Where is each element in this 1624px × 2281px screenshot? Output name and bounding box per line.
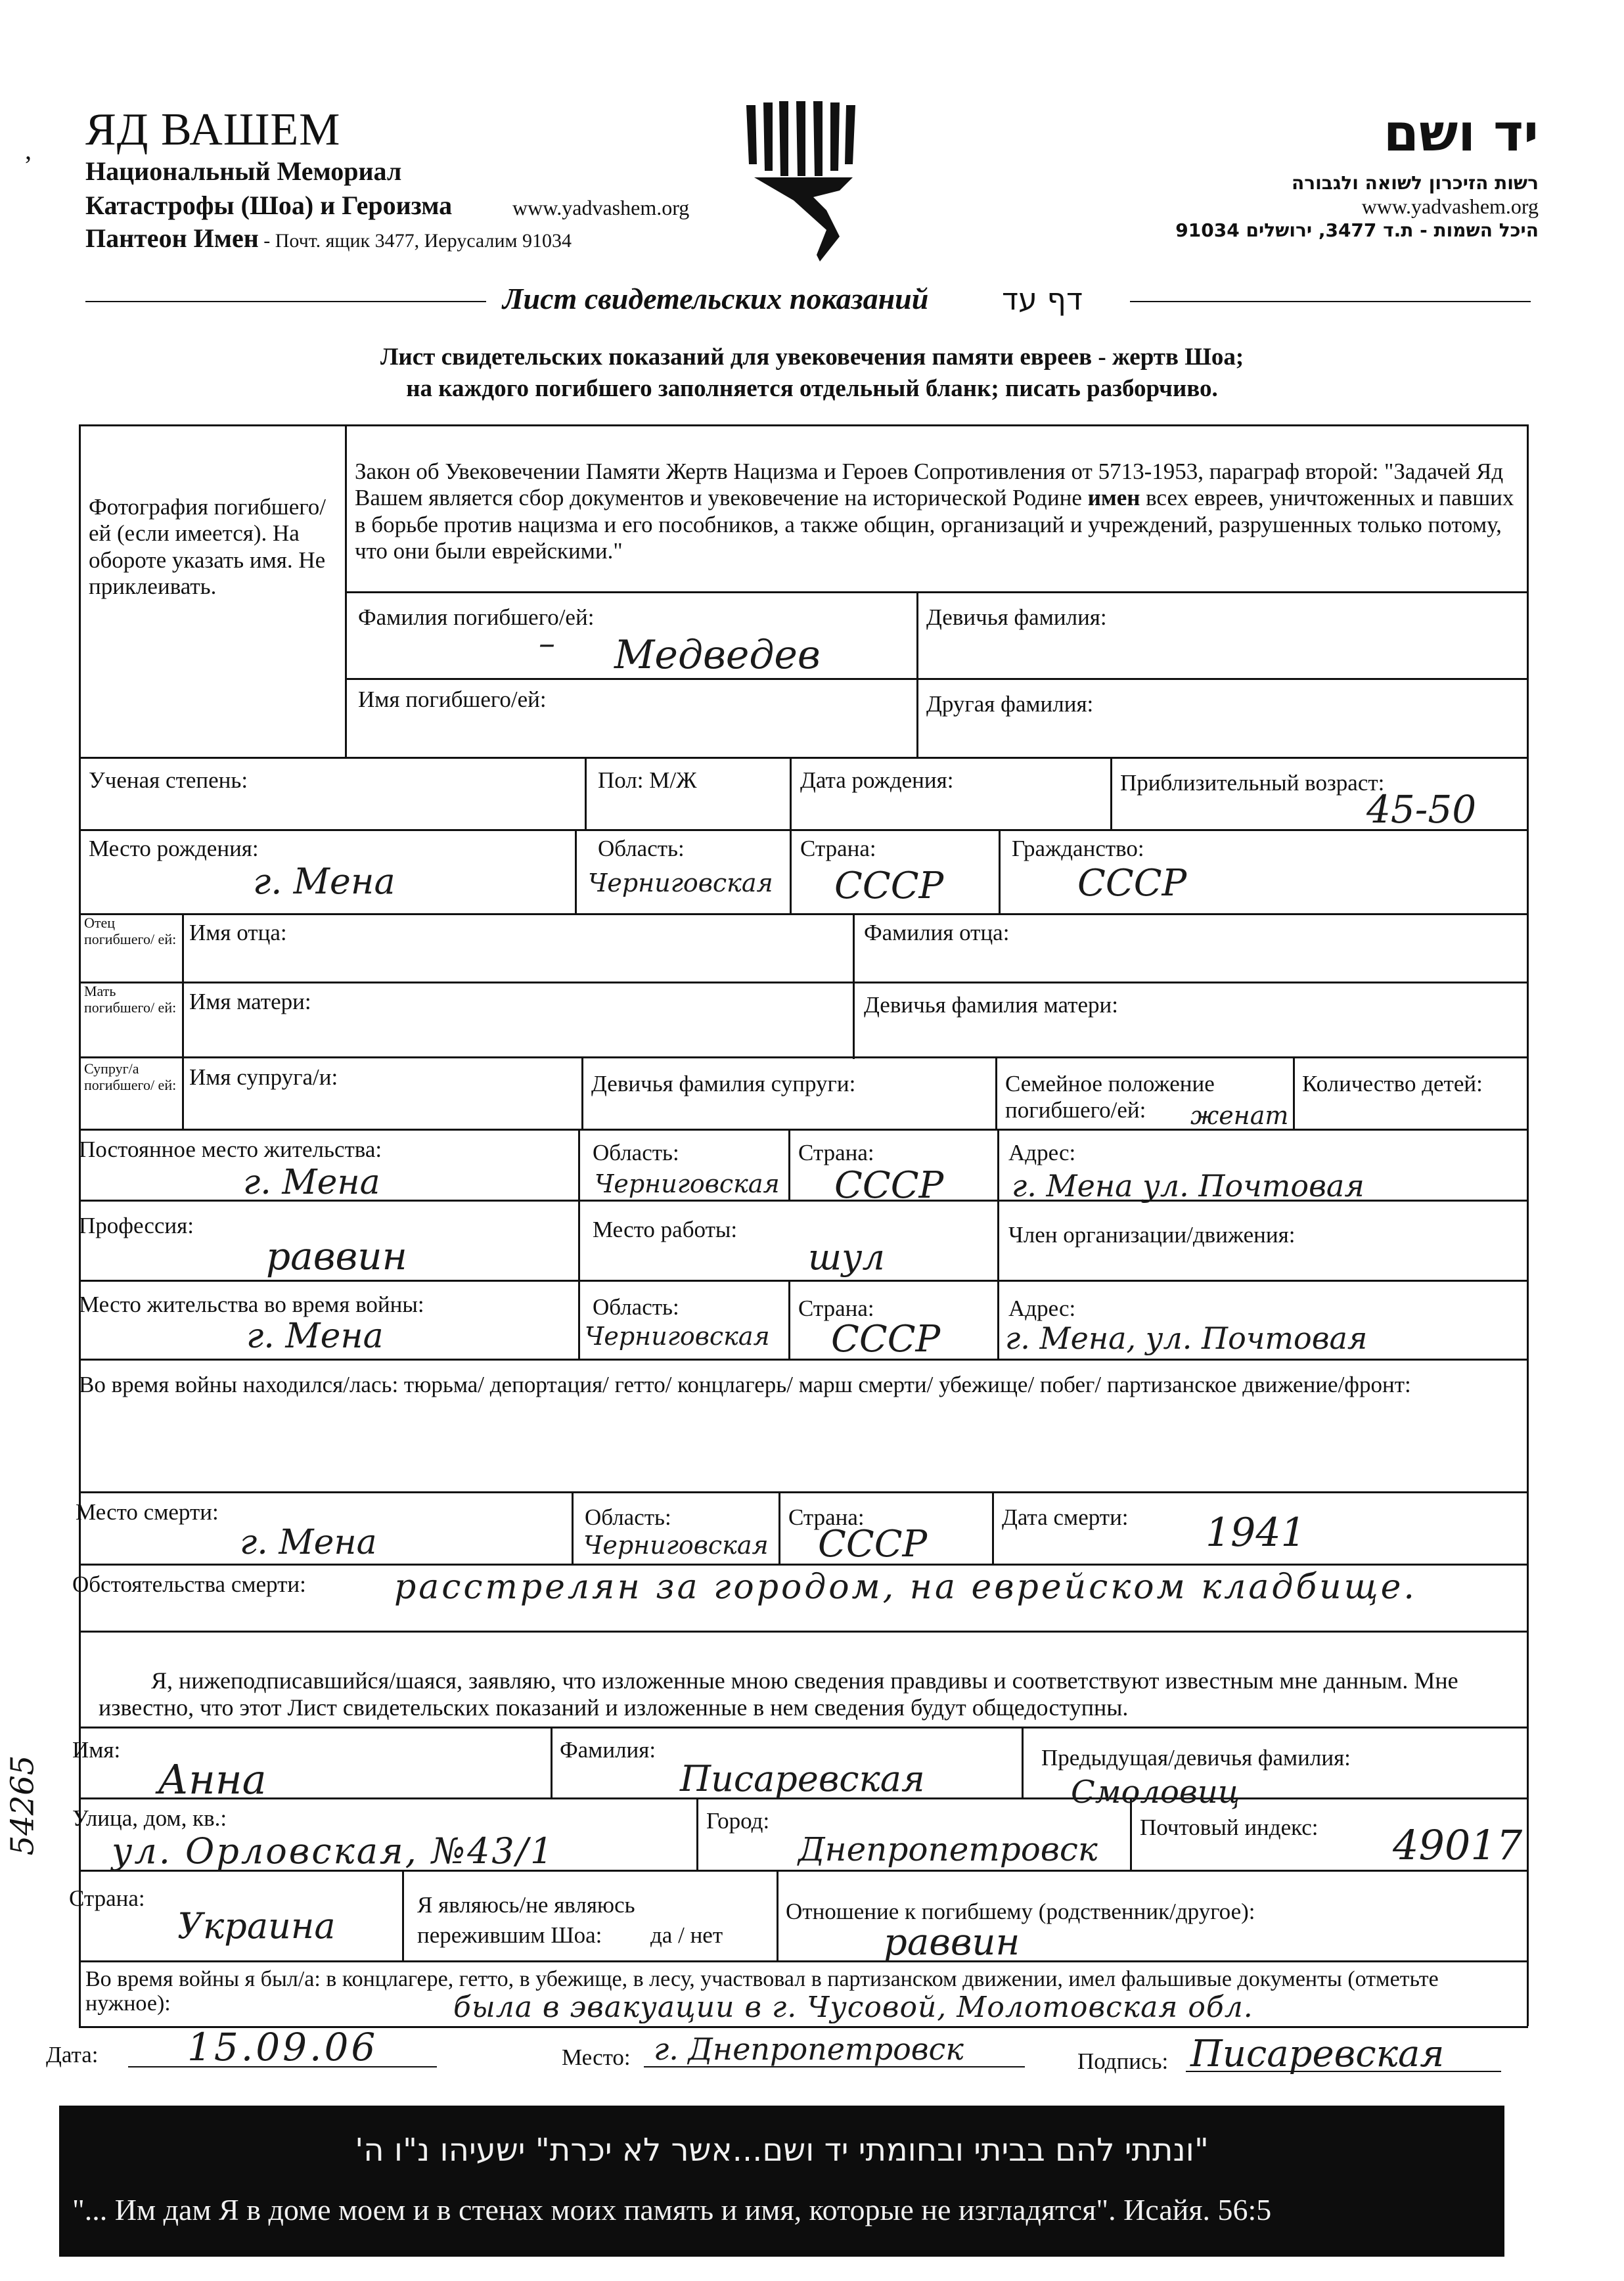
relation-label: Отношение к погибшему (родственник/другое): <box>786 1899 1255 1924</box>
war-res-value[interactable]: г. Мена <box>246 1317 384 1356</box>
intro-line2: на каждого погибшего заполняется отдельный бланк; писать разборчиво. <box>406 375 1218 402</box>
war-region-label: Область: <box>593 1294 679 1320</box>
photo-instructions: Фотография погибшего/ей (если имеется). На обороте указать имя. Не приклеивать. <box>89 494 326 599</box>
website-left[interactable]: www.yadvashem.org <box>512 196 690 219</box>
member-label: Член организации/движения: <box>1008 1222 1296 1248</box>
war-address-value[interactable]: г. Мена, ул. Почтовая <box>1005 1321 1368 1356</box>
page-mark: , <box>25 135 32 165</box>
date-label: Дата: <box>46 2042 99 2067</box>
victim-other-surname-label: Другая фамилия: <box>926 691 1094 717</box>
witness-surname-label: Фамилия: <box>560 1737 656 1763</box>
title-rule-left <box>85 301 486 302</box>
death-place-value[interactable]: г. Мена <box>240 1523 377 1562</box>
victim-name-label: Имя погибшего/ей: <box>358 687 547 712</box>
death-region-value[interactable]: Черниговская <box>583 1531 769 1560</box>
witness-city-value[interactable]: Днепропетровск <box>798 1830 1098 1868</box>
declaration-text: Я, нижеподписавшийся/шаяся, заявляю, что изложенные мною сведения правдивы и соответствуют известным мне данным. Мне известно, что этот Лист свидетельских показаний и изложенные в нем сведения будут общедоступны. <box>99 1667 1458 1721</box>
approx-age-label: Приблизительный возраст: <box>1120 770 1385 796</box>
death-region-label: Область: <box>585 1504 671 1530</box>
mother-maiden-label: Девичья фамилия матери: <box>864 992 1118 1018</box>
website-right[interactable]: www.yadvashem.org <box>1361 194 1539 218</box>
witness-street-value[interactable]: ул. Орловская, №43/1 <box>112 1830 555 1872</box>
quote-banner <box>59 2106 1504 2257</box>
org-line1: Национальный Мемориал <box>85 156 402 186</box>
birth-region-value[interactable]: Черниговская <box>588 869 773 897</box>
citizenship-value[interactable]: СССР <box>1077 862 1187 905</box>
he-line3: היכל השמות - ת.ד 3477, ירושלים 91034 <box>1175 219 1539 241</box>
birth-country-value[interactable]: СССР <box>834 865 944 907</box>
survivor-options[interactable]: да / нет <box>650 1922 723 1948</box>
marital-label: Семейное положение погибшего/ей: <box>1005 1071 1215 1123</box>
banner-russian: "... Им дам Я в доме моем и в стенах моих память и имя, которые не изгладятся". Исайя. 56:5 <box>72 2193 1272 2226</box>
intro-line1: Лист свидетельских показаний для увековечения памяти евреев - жертв Шоа; <box>380 344 1244 371</box>
org-line3: Пантеон Имен - Почт. ящик 3477, Иерусалим 91034 <box>85 223 572 253</box>
birthplace-value[interactable]: г. Мена <box>253 861 395 902</box>
victim-surname-label: Фамилия погибшего/ей: <box>358 604 595 630</box>
spouse-side-label: Супруг/а погибшего/ ей: <box>84 1060 177 1094</box>
he-line1: רשות הזיכרון לשואה ולגבורה <box>1292 172 1539 194</box>
perm-region-label: Область: <box>593 1140 679 1165</box>
perm-address-value[interactable]: г. Мена ул. Почтовая <box>1012 1168 1365 1204</box>
war-region-value[interactable]: Черниговская <box>585 1322 770 1351</box>
perm-res-label: Постоянное место жительства: <box>79 1137 382 1162</box>
banner-hebrew: "ונתתי להם בביתי ובחומתי יד ושם...אשר לא יכרת" ישעיהו נ"ו ה' <box>355 2132 1209 2169</box>
victim-surname-value[interactable]: Медведев <box>614 632 821 678</box>
mother-name-label: Имя матери: <box>189 989 311 1014</box>
workplace-value[interactable]: шул <box>808 1236 885 1278</box>
sheet-title: Лист свидетельских показаний <box>503 282 929 315</box>
death-country-label: Страна: <box>788 1504 865 1530</box>
profession-value[interactable]: раввин <box>266 1234 407 1278</box>
war-country-label: Страна: <box>798 1296 874 1321</box>
witness-prev-value[interactable]: Смоловиц <box>1071 1774 1240 1811</box>
children-label: Количество детей: <box>1302 1071 1483 1096</box>
witness-country-label: Страна: <box>69 1886 145 1911</box>
witness-street-label: Улица, дом, кв.: <box>72 1805 227 1831</box>
war-res-label: Место жительства во время войны: <box>79 1292 424 1317</box>
approx-age-value[interactable]: 45-50 <box>1366 787 1477 832</box>
org-line2: Катастрофы (Шоа) и Героизма <box>85 191 453 220</box>
spouse-name-label: Имя супруга/и: <box>189 1064 338 1090</box>
spouse-maiden-label: Девичья фамилия супруги: <box>591 1071 856 1096</box>
signature-value[interactable]: Писаревская <box>1190 2033 1445 2075</box>
survivor-label-line2: пережившим Шоа: <box>417 1922 602 1948</box>
witness-city-label: Город: <box>706 1808 770 1834</box>
law-text: Закон об Увековечении Памяти Жертв Нацизма и Героев Сопротивления от 5713-1953, параграф второй: "Задачей Яд Вашем является сбор документов и увековечение на исторической Родине имен всех евреев, уничтоженных и павших в борьбе против нацизма и его пособников, а также общин, организаций и учреждений, разрушенных только потому, что они были еврейскими." <box>355 459 1514 564</box>
workplace-label: Место работы: <box>593 1217 738 1242</box>
witness-surname-value[interactable]: Писаревская <box>680 1758 925 1799</box>
witness-zip-label: Почтовый индекс: <box>1140 1815 1319 1840</box>
perm-region-value[interactable]: Черниговская <box>595 1169 780 1198</box>
birth-region-label: Область: <box>598 836 685 861</box>
witness-zip-value[interactable]: 49017 <box>1393 1821 1523 1869</box>
profession-label: Профессия: <box>79 1213 194 1238</box>
death-country-value[interactable]: СССР <box>818 1523 928 1566</box>
org-title-he: יד ושם <box>1383 104 1539 163</box>
father-name-label: Имя отца: <box>189 920 287 945</box>
death-date-value[interactable]: 1941 <box>1206 1510 1306 1556</box>
witness-prev-label: Предыдущая/девичья фамилия: <box>1041 1745 1351 1771</box>
birthplace-label: Место рождения: <box>89 836 259 861</box>
perm-country-label: Страна: <box>798 1140 874 1165</box>
sheet-title-he: דף עד <box>1002 281 1083 317</box>
marital-value[interactable]: женат <box>1190 1101 1289 1130</box>
place-value[interactable]: г. Днепропетровск <box>654 2031 964 2067</box>
father-side-label: Отец погибшего/ ей: <box>84 915 177 948</box>
perm-res-value[interactable]: г. Мена <box>243 1163 380 1202</box>
death-date-label: Дата смерти: <box>1002 1504 1129 1530</box>
perm-country-value[interactable]: СССР <box>834 1164 944 1207</box>
side-reg-number: 54265 <box>4 1755 41 1856</box>
war-status-label: Во время войны находился/лась: тюрьма/ депортация/ гетто/ концлагерь/ марш смерти/ убежище/ побег/ партизанское движение/фронт: <box>79 1372 1411 1397</box>
father-surname-label: Фамилия отца: <box>864 920 1010 945</box>
surname-dash: – <box>539 624 555 662</box>
place-label: Место: <box>562 2044 631 2070</box>
witness-war-label: Во время войны я был/а: в концлагере, гетто, в убежище, в лесу, участвовал в партизанском движении, имел фальшивые документы (отметьте нужное): <box>85 1967 1439 2016</box>
signature-label: Подпись: <box>1077 2048 1169 2074</box>
citizenship-label: Гражданство: <box>1012 836 1144 861</box>
death-place-label: Место смерти: <box>76 1499 219 1525</box>
relation-value[interactable]: раввин <box>884 1921 1020 1964</box>
victim-maiden-label: Девичья фамилия: <box>926 604 1107 630</box>
witness-name-value[interactable]: Анна <box>158 1755 267 1803</box>
war-country-value[interactable]: СССР <box>831 1318 941 1361</box>
witness-war-value[interactable]: была в эвакуации в г. Чусовой, Молотовская обл. <box>453 1991 1253 2024</box>
witness-name-label: Имя: <box>72 1737 121 1763</box>
perm-address-label: Адрес: <box>1008 1140 1076 1165</box>
yad-vashem-logo <box>741 99 866 263</box>
org-title-ru: ЯД ВАШЕМ <box>85 104 341 155</box>
war-address-label: Адрес: <box>1008 1296 1076 1321</box>
death-circ-label: Обстоятельства смерти: <box>72 1571 306 1597</box>
mother-side-label: Мать погибшего/ ей: <box>84 983 177 1016</box>
title-rule-right <box>1130 301 1531 302</box>
witness-country-value[interactable]: Украина <box>177 1905 336 1947</box>
birth-country-label: Страна: <box>800 836 876 861</box>
birthdate-label: Дата рождения: <box>800 767 954 793</box>
degree-label: Ученая степень: <box>89 767 248 793</box>
death-circ-value[interactable]: расстрелян за городом, на еврейском кладбище. <box>394 1568 1417 1607</box>
date-value[interactable]: 15.09.06 <box>187 2025 378 2069</box>
survivor-label-line1: Я являюсь/не являюсь <box>417 1892 635 1918</box>
sex-label: Пол: М/Ж <box>598 767 697 793</box>
